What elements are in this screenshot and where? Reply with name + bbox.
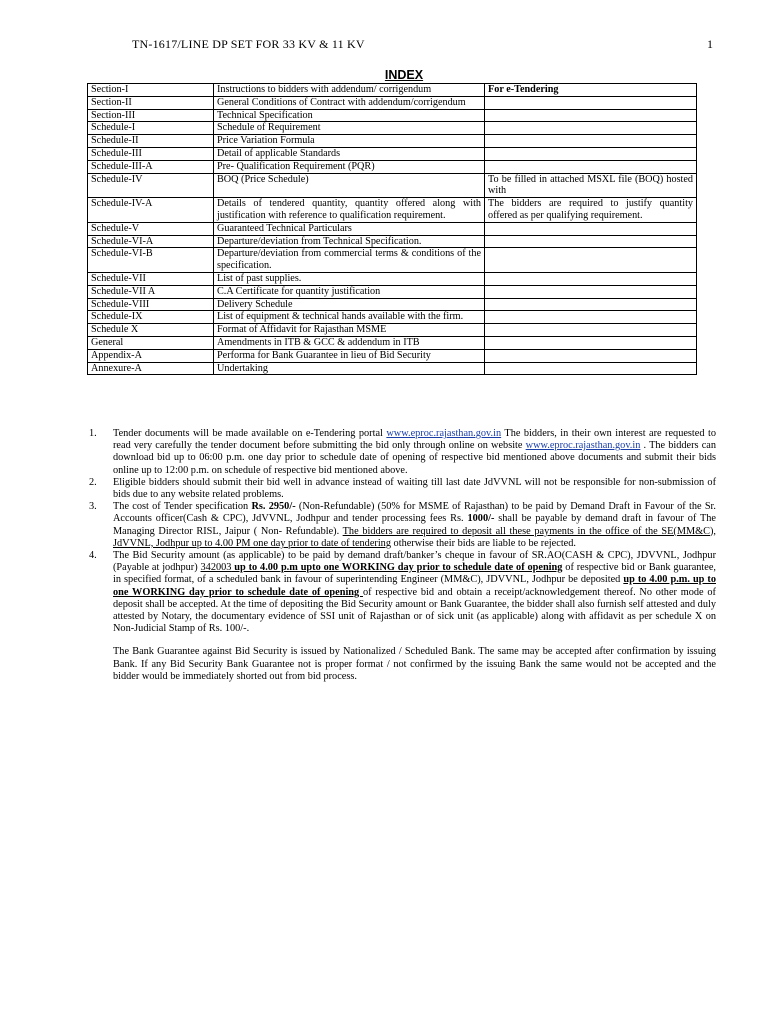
index-row (88, 336, 697, 349)
index-description-cell: Delivery Schedule (214, 298, 485, 311)
page-number: 1 (707, 37, 713, 51)
index-section-cell: Section-I (88, 84, 214, 97)
index-row (88, 135, 697, 148)
index-row (88, 235, 697, 248)
index-remarks-cell (485, 96, 697, 109)
index-row (88, 285, 697, 298)
note-text (113, 428, 716, 477)
index-remarks-cell (485, 160, 697, 173)
note-text-part: Tender documents will be made available on e-Tendering portal (113, 428, 387, 439)
index-section-cell: Schedule-IV (88, 173, 214, 198)
index-description-cell: General Conditions of Contract with addendum/corrigendum (214, 96, 485, 109)
note-text: Eligible bidders should submit their bid well in advance instead of waiting till last date JdVVNL will not be responsible for non-submission of bids due to any website related problems. (113, 476, 716, 501)
index-section-cell: Schedule-IV-A (88, 198, 214, 223)
index-row (88, 160, 697, 173)
index-description-cell: C.A Certificate for quantity justification (214, 285, 485, 298)
index-description-cell: Schedule of Requirement (214, 122, 485, 135)
index-section-cell: Schedule-II (88, 135, 214, 148)
index-description-cell: Performa for Bank Guarantee in lieu of Bid Security (214, 349, 485, 362)
index-section-cell: Schedule-VIII (88, 298, 214, 311)
index-remarks-cell (485, 122, 697, 135)
eproc-link[interactable]: www.eproc.rajasthan.gov.in (386, 428, 502, 439)
index-section-cell: General (88, 336, 214, 349)
index-row (88, 84, 697, 97)
bank-guarantee-paragraph: The Bank Guarantee against Bid Security is issued by Nationalized / Scheduled Bank. The same may be accepted after confirmation by issuing Bank. If any Bid Security Bank Guarantee not is proper format / not confirmed by the issuing Bank the same would not be accepted and the bidder would be immediately shorted out from bid process. (113, 646, 716, 682)
index-remarks-cell (485, 298, 697, 311)
index-section-cell: Schedule-VI-A (88, 235, 214, 248)
index-row (88, 198, 697, 223)
note-number: 3. (89, 501, 97, 513)
index-description-cell: Departure/deviation from Technical Specification. (214, 235, 485, 248)
index-description-cell: Instructions to bidders with addendum/ corrigendum (214, 84, 485, 97)
index-section-cell: Schedule-V (88, 222, 214, 235)
index-row (88, 349, 697, 362)
index-remarks-cell: To be filled in attached MSXL file (BOQ) hosted with (485, 173, 697, 198)
index-description-cell: Pre- Qualification Requirement (PQR) (214, 160, 485, 173)
tender-cost-amount: Rs. 2950/- (251, 501, 296, 513)
index-section-cell: Schedule-IX (88, 311, 214, 324)
index-row (88, 311, 697, 324)
note-3 (89, 501, 716, 550)
index-row (88, 122, 697, 135)
index-row (88, 324, 697, 337)
pin-code: 342003 (200, 562, 232, 574)
note-text (113, 550, 716, 635)
note-number: 1. (89, 428, 97, 439)
index-row (88, 272, 697, 285)
note-2 (89, 477, 716, 501)
index-section-cell: Schedule-VI-B (88, 248, 214, 273)
index-section-cell: Section-II (88, 96, 214, 109)
index-remarks-cell (485, 311, 697, 324)
processing-fee-amount: 1000/- (467, 513, 495, 525)
index-remarks-cell (485, 109, 697, 122)
index-section-cell: Schedule-III-A (88, 160, 214, 173)
note-text-part: of respective bid and obtain a receipt/acknowledgement thereof. No other mode of deposit shall be accepted. At the time of depositing the Bid Security amount or Bank Guarantee, the bidder shall also furnish self attested and duly attested by Notary, the documentary evidence of SSI unit of Rajasthan or of sick unit (as applicable) along with affidavit as per schedule X on Non-Judicial Stamp of Rs. 100/-. (113, 586, 716, 635)
document-header-title: TN-1617/LINE DP SET FOR 33 KV & 11 KV (132, 37, 365, 51)
index-row (88, 298, 697, 311)
index-description-cell: Departure/deviation from commercial terms & conditions of the specification. (214, 248, 485, 273)
index-description-cell: BOQ (Price Schedule) (214, 173, 485, 198)
note-text-part: shall be payable by demand draft in favour of The Managing Director RISL, Jaipur ( Non- Refundable). (113, 513, 716, 537)
index-section-cell: Section-III (88, 109, 214, 122)
index-section-cell: Schedule-III (88, 147, 214, 160)
index-row (88, 362, 697, 375)
index-row (88, 248, 697, 273)
index-remarks-cell (485, 235, 697, 248)
note-text (113, 501, 716, 550)
index-description-cell: Undertaking (214, 362, 485, 375)
index-description-cell: List of equipment & technical hands available with the firm. (214, 311, 485, 324)
index-description-cell: Technical Specification (214, 109, 485, 122)
index-remarks-cell (485, 222, 697, 235)
index-section-cell: Schedule-I (88, 122, 214, 135)
index-section-cell: Appendix-A (88, 349, 214, 362)
note-number: 4. (89, 550, 97, 562)
notes-section (89, 428, 716, 683)
index-row (88, 109, 697, 122)
note-text-part: The cost of Tender specification (113, 501, 252, 513)
index-section-cell: Schedule-VII (88, 272, 214, 285)
index-remarks-cell (485, 147, 697, 160)
eproc-link[interactable]: www.eproc.rajasthan.gov.in (525, 440, 641, 452)
index-remarks-cell (485, 135, 697, 148)
note-text-part: The bidders, in their own interest are requested to read very carefully the tender document before submitting the bid only through online on website (113, 428, 716, 452)
index-description-cell: Price Variation Formula (214, 135, 485, 148)
note-number: 2. (89, 476, 97, 488)
index-remarks-cell (485, 336, 697, 349)
index-table (87, 83, 697, 375)
index-remarks-cell (485, 349, 697, 362)
index-section-cell: Annexure-A (88, 362, 214, 375)
index-row (88, 147, 697, 160)
index-description-cell: Amendments in ITB & GCC & addendum in ITB (214, 336, 485, 349)
index-remarks-cell (485, 362, 697, 375)
note-1 (89, 428, 716, 477)
note-text-part: otherwise their bids are liable to be rejected. (390, 537, 576, 549)
index-description-cell: Format of Affidavit for Rajasthan MSME (214, 324, 485, 337)
index-row (88, 96, 697, 109)
index-remarks-cell (485, 272, 697, 285)
note-4 (89, 550, 716, 635)
bid-security-deadline: up to 4.00 p.m upto one WORKING day prior to schedule date of opening (231, 562, 563, 574)
note-text-part: . The bidders can download bid up to 06:00 p.m. one day prior to schedule date of opening of respective bid mentioned above documents and submit their bids online up to 12:00 p.m. on schedule of respective bid mentioned above. (113, 440, 716, 476)
index-remarks-cell (485, 248, 697, 273)
index-row (88, 222, 697, 235)
index-heading: INDEX (384, 68, 424, 82)
index-remarks-cell (485, 285, 697, 298)
index-row (88, 173, 697, 198)
index-section-cell: Schedule X (88, 324, 214, 337)
bank-guarantee-deadline: up to 4.00 p.m. up to one WORKING day prior to schedule date of opening (113, 574, 716, 598)
index-description-cell: List of past supplies. (214, 272, 485, 285)
index-description-cell: Guaranteed Technical Particulars (214, 222, 485, 235)
note-text-part: The Bid Security amount (as applicable) to be paid by demand draft/banker’s cheque in favour of SR.AO(CASH & CPC), JDVVNL, Jodhpur (Payable at jodhpur) (113, 550, 716, 574)
index-remarks-cell: The bidders are required to justify quantity offered as per qualifying requirement. (485, 198, 697, 223)
note-text-part: (Non-Refundable) (50% for MSME of Rajasthan) to be paid by Demand Draft in Favour of the Sr. Accounts officer(Cash & CPC), JdVVNL, Jodhpur and tender processing fees Rs. (113, 501, 716, 525)
index-section-cell: Schedule-VII A (88, 285, 214, 298)
index-description-cell: Detail of applicable Standards (214, 147, 485, 160)
deposit-deadline-text: The bidders are required to deposit all these payments in the office of the SE(MM&C), JdVVNL, Jodhpur up to 4.00 PM one day prior to date of tendering (113, 525, 717, 549)
note-text-part: of respective bid or Bank guarantee, in specified format, of a scheduled bank in favour of superintending Engineer (MM&C), JDVVNL, Jodhpur be deposited (113, 562, 717, 586)
index-remarks-cell (485, 324, 697, 337)
index-description-cell: Details of tendered quantity, quantity offered along with justification with reference to qualification requirement. (214, 198, 485, 223)
index-remarks-cell: For e-Tendering (485, 84, 697, 97)
